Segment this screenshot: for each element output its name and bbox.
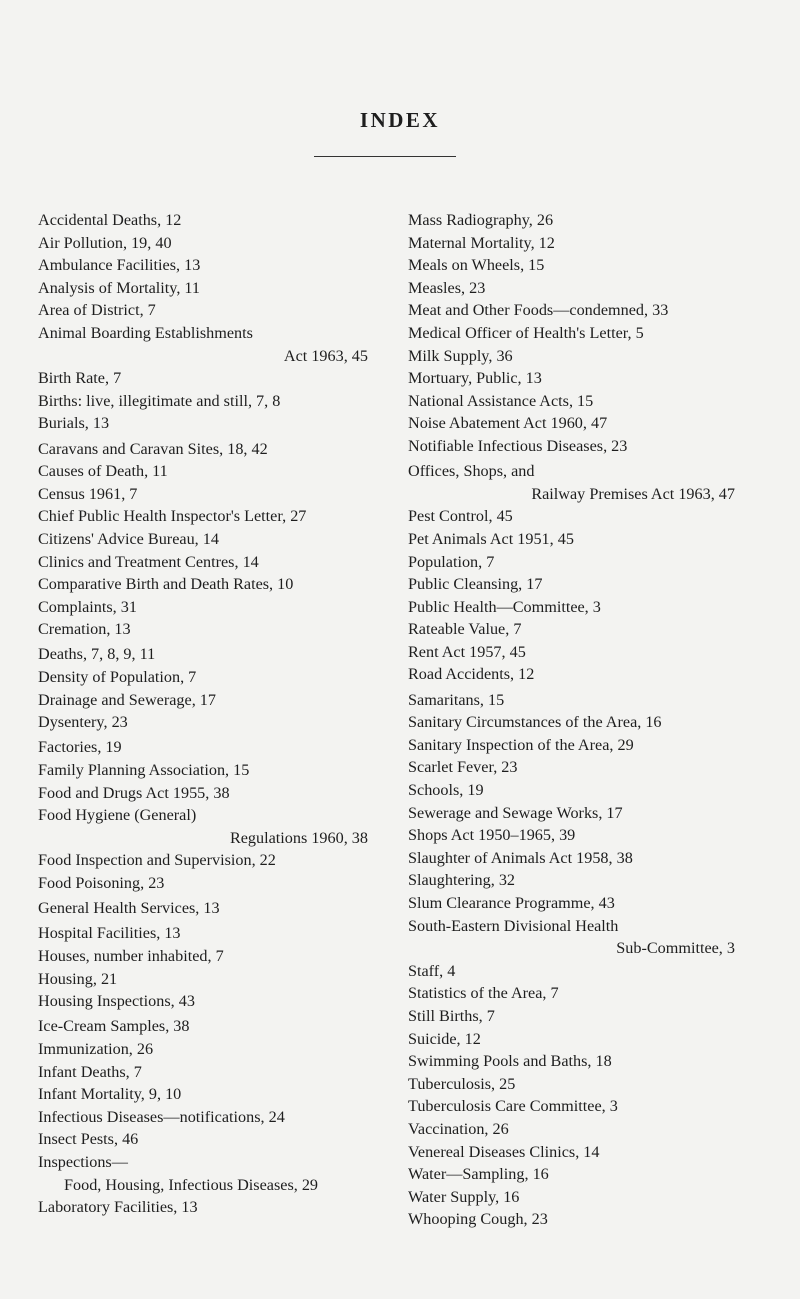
index-entry [38,990,368,1013]
index-entry [408,1163,735,1186]
index-entry-text: Density of Population, 7 [38,668,197,687]
index-entry-text: Food Poisoning, 23 [38,874,165,892]
index-entry [38,1015,368,1038]
index-entry-text: Road Accidents, 12 [408,665,535,684]
index-entry [38,483,368,506]
index-entry [38,897,368,920]
index-entry-text: Infant Mortality, 9, 10 [38,1085,182,1104]
index-entry-text: Sanitary Circumstances of the Area, 16 [408,713,662,732]
index-entry [408,277,735,300]
index-entry-text: Inspections— [38,1152,128,1171]
index-entry [38,689,368,712]
index-entry-text: Rateable Value, 7 [408,620,522,639]
index-entry-text: Meat and Other Foods—condemned, 33 [408,301,669,320]
index-entry-text: Water Supply, 16 [408,1187,520,1206]
index-entry [408,596,735,619]
index-entry-text: Caravans and Caravan Sites, 18, 42 [38,439,268,458]
index-entry [38,782,368,805]
index-entry [38,1151,368,1196]
index-entry-text: Animal Boarding Establishments [38,323,253,342]
index-entry [408,1005,735,1028]
index-entry [38,1083,368,1106]
index-entry [408,824,735,847]
index-entry [38,666,368,689]
index-entry-text: Analysis of Mortality, 11 [38,278,201,297]
index-entry [408,756,735,779]
index-entry [38,505,368,528]
index-entry [38,277,368,300]
index-entry [38,573,368,596]
index-entry [408,412,735,435]
index-entry-text: Schools, 19 [408,781,484,800]
index-entry-continuation: Sub-Committee, 3 [616,939,735,958]
index-entry-text: Infectious Diseases—notifications, 24 [38,1107,285,1126]
index-entry [38,643,368,666]
index-entry [408,641,735,664]
index-entry [408,1208,735,1231]
index-entry-text: Family Planning Association, 15 [38,761,250,780]
index-entry [38,711,368,734]
index-entry [38,596,368,619]
index-entry-text: Mortuary, Public, 13 [408,369,542,388]
index-entry-text: Food Hygiene (General) [38,806,197,825]
index-entry [408,1186,735,1209]
index-entry-text: Housing Inspections, 43 [38,992,195,1011]
index-entry-text: Noise Abatement Act 1960, 47 [408,414,608,433]
index-entry [408,1073,735,1096]
index-entry [38,759,368,782]
index-entry [38,299,368,322]
index-entry-text: Clinics and Treatment Centres, 14 [38,552,259,571]
index-entry-text: Slum Clearance Programme, 43 [408,894,615,912]
index-entry-continuation: Regulations 1960, 38 [229,828,368,847]
title-rule [314,156,456,157]
index-entry [408,869,735,892]
index-entry-text: National Assistance Acts, 15 [408,391,594,410]
index-entry-text: Laboratory Facilities, 13 [38,1198,198,1217]
index-entry-text: Chief Public Health Inspector's Letter, 27 [38,507,307,526]
index-entry-text: Comparative Birth and Death Rates, 10 [38,575,294,594]
index-entry [38,390,368,413]
index-entry-text: Pest Control, 45 [408,507,513,526]
index-entry [408,573,735,596]
index-entry-text: Statistics of the Area, 7 [408,984,559,1003]
index-entry [408,802,735,825]
index-entry-continuation: Act 1963, 45 [283,346,368,365]
index-entry-text: Slaughter of Animals Act 1958, 38 [408,848,633,867]
index-entry-text: Drainage and Sewerage, 17 [38,690,216,709]
index-entry-text: Food and Drugs Act 1955, 38 [38,783,230,802]
index-entry [408,390,735,413]
index-entry [38,1061,368,1084]
index-entry [38,945,368,968]
index-entry [38,804,368,849]
index-entry [408,505,735,528]
index-entry-text: Factories, 19 [38,738,122,757]
index-entry [38,412,368,435]
index-entry [38,551,368,574]
index-entry-continuation: Food, Housing, Infectious Diseases, 29 [64,1175,319,1194]
index-entry-text: Suicide, 12 [408,1029,481,1048]
index-entry [408,1095,735,1118]
index-entry-continuation: Railway Premises Act 1963, 47 [531,484,735,503]
index-entry-text: Water—Sampling, 16 [408,1165,549,1184]
index-entry [38,460,368,483]
index-entry [408,1118,735,1141]
index-entry [408,1141,735,1164]
index-entry-text: Scarlet Fever, 23 [408,758,518,777]
index-entry-text: Ice-Cream Samples, 38 [38,1017,190,1036]
index-entry-text: Offices, Shops, and [408,462,535,481]
index-entry [38,528,368,551]
index-entry [408,232,735,255]
index-entry-text: Medical Officer of Health's Letter, 5 [408,323,644,342]
index-entry-text: Tuberculosis Care Committee, 3 [408,1097,618,1116]
index-entry-text: Public Health—Committee, 3 [408,597,601,616]
index-entry-text: Infant Deaths, 7 [38,1062,142,1081]
index-entry-text: Vaccination, 26 [408,1119,509,1138]
index-entry-text: Shops Act 1950–1965, 39 [408,826,576,845]
index-entry-text: Milk Supply, 36 [408,346,513,365]
index-entry-text: Housing, 21 [38,969,118,988]
index-entry-text: Cremation, 13 [38,620,131,639]
index-entry [408,528,735,551]
index-entry [408,734,735,757]
index-entry [408,779,735,802]
index-entry [38,1106,368,1129]
index-entry [408,299,735,322]
index-entry [408,689,735,712]
index-entry-text: Hospital Facilities, 13 [38,924,181,943]
index-column-left [38,209,368,1219]
index-entry [38,1196,368,1219]
index-entry-text: Whooping Cough, 23 [408,1210,548,1229]
index-entry [38,209,368,232]
index-entry-text: Rent Act 1957, 45 [408,642,526,661]
index-entry-text: Burials, 13 [38,414,110,433]
index-entry-text: Sanitary Inspection of the Area, 29 [408,735,634,754]
index-entry-text: Accidental Deaths, 12 [38,211,182,229]
index-entry-text: Venereal Diseases Clinics, 14 [408,1142,600,1161]
index-entry-text: Population, 7 [408,552,495,571]
index-entry [38,232,368,255]
index-entry-text: Citizens' Advice Bureau, 14 [38,529,219,548]
index-entry-text: Pet Animals Act 1951, 45 [408,529,574,548]
index-entry-text: Notifiable Infectious Diseases, 23 [408,436,628,455]
index-entry-text: Swimming Pools and Baths, 18 [408,1052,612,1071]
index-entry-text: Complaints, 31 [38,597,137,616]
index-entry-text: Birth Rate, 7 [38,369,122,388]
index-entry-text: South-Eastern Divisional Health [408,916,619,935]
index-entry [408,892,735,915]
index-entry [408,711,735,734]
index-entry [408,960,735,983]
index-entry-text: Sewerage and Sewage Works, 17 [408,803,623,822]
index-entry [408,254,735,277]
index-entry-text: Immunization, 26 [38,1039,154,1058]
index-entry-text: Mass Radiography, 26 [408,211,554,229]
index-entry [408,322,735,345]
index-entry [408,209,735,232]
index-entry [408,551,735,574]
index-entry [408,460,735,505]
index-entry [408,367,735,390]
index-entry-text: Census 1961, 7 [38,484,138,503]
index-entry [38,438,368,461]
index-entry-text: Causes of Death, 11 [38,462,168,481]
index-entry-text: Measles, 23 [408,278,486,297]
index-column-right [408,209,735,1231]
index-entry-text: Dysentery, 23 [38,713,128,732]
index-entry-text: Tuberculosis, 25 [408,1074,516,1093]
index-entry-text: Births: live, illegitimate and still, 7, 8 [38,391,281,410]
index-entry [38,849,368,872]
index-entry [38,1128,368,1151]
index-entry [408,915,735,960]
index-entry [38,968,368,991]
index-entry [38,872,368,895]
index-entry [38,736,368,759]
index-entry [408,435,735,458]
index-entry [408,663,735,686]
index-entry-text: Insect Pests, 46 [38,1130,139,1149]
index-entry-text: Air Pollution, 19, 40 [38,233,172,252]
index-entry [38,367,368,390]
index-entry-text: Samaritans, 15 [408,690,505,709]
index-entry-text: Public Cleansing, 17 [408,575,543,594]
index-entry-text: Deaths, 7, 8, 9, 11 [38,645,156,664]
index-entry-text: Ambulance Facilities, 13 [38,256,201,275]
index-entry-text: Slaughtering, 32 [408,871,516,890]
index-entry-text: Still Births, 7 [408,1006,495,1025]
index-entry [38,322,368,367]
index-entry [408,618,735,641]
index-entry-text: Area of District, 7 [38,301,156,320]
index-entry-text: Meals on Wheels, 15 [408,256,545,275]
index-entry [408,345,735,368]
index-entry [38,922,368,945]
index-entry [38,254,368,277]
index-entry-text: General Health Services, 13 [38,899,220,918]
index-entry-text: Houses, number inhabited, 7 [38,946,224,965]
index-entry-text: Staff, 4 [408,961,456,980]
index-entry [38,618,368,641]
page-title: INDEX [359,108,441,132]
index-entry-text: Maternal Mortality, 12 [408,233,555,252]
index-entry [38,1038,368,1061]
index-entry [408,1028,735,1051]
index-entry [408,1050,735,1073]
index-entry [408,982,735,1005]
index-entry [408,847,735,870]
index-entry-text: Food Inspection and Supervision, 22 [38,851,276,870]
